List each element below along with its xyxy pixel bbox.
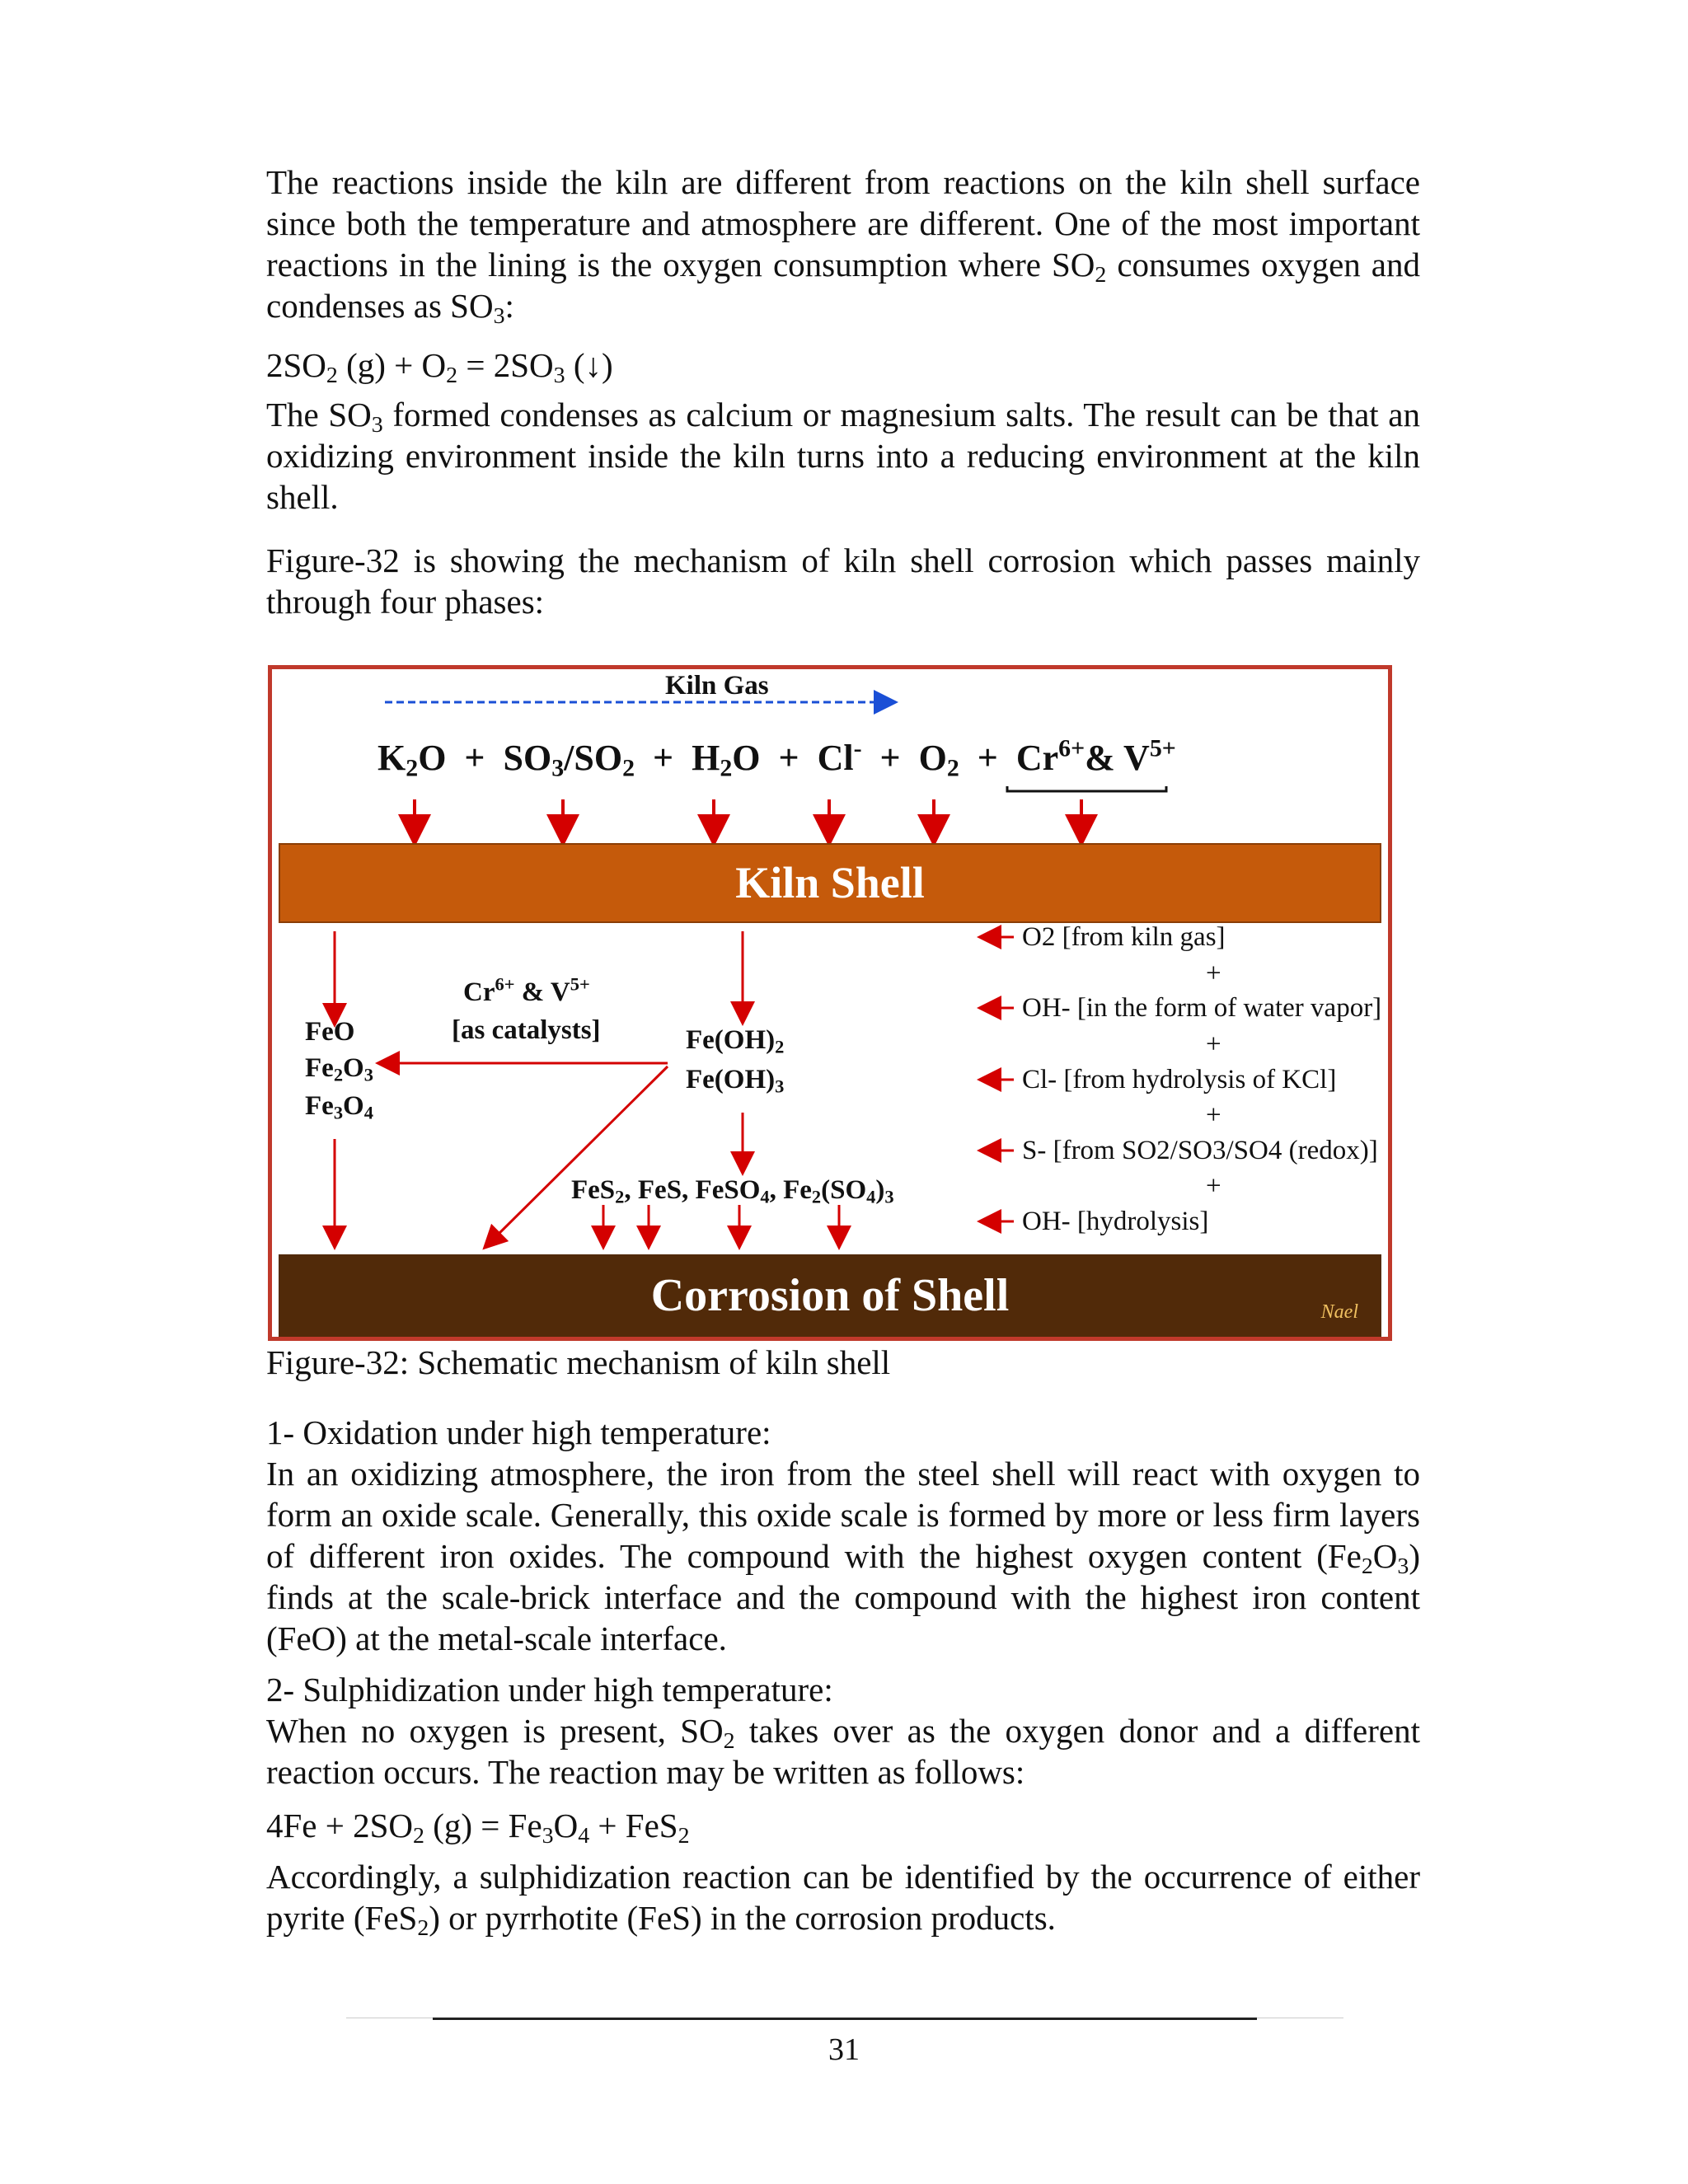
right-item-cl: Cl- [from hydrolysis of KCl] [1022,1065,1337,1094]
section1-heading: 1- Oxidation under high temperature: [266,1413,771,1451]
kiln-shell-corrosion-figure [268,665,1392,1341]
so3-paragraph: The $SO_3$ formed condenses as calcium or magnesium salts. The result can be that an oxidizing environment inside the kiln turns into a reducing environment at the kiln shell. [266,396,1421,516]
catalyst-species: $Cr^{6+}$ & $V^{5+}$ [463,973,590,1007]
oxide-fe2o3: $Fe_2O_3$ [305,1053,373,1085]
plus-3: + [1206,1100,1221,1130]
author-signature: Nael [1320,1301,1358,1323]
right-item-oh-water: OH- [in the form of water vapor] [1022,993,1382,1023]
closing-paragraph: Accordingly, a sulphidization reaction can be identified by the occurrence of either pyrite (FeS$_2$) or pyrrhotite (FeS) in the corrosion products. [266,1858,1420,1941]
intro-paragraph: The reactions inside the kiln are different from reactions on the kiln shell surface since both the temperature and atmosphere are different. One of the most important reactions in the lining is the oxygen consumption where $SO_2$ consumes oxygen and condenses as $SO_3$: [266,163,1420,329]
cr-v-bracket [1007,786,1166,791]
oxide-fe3o4: $Fe_3O_4$ [305,1091,373,1123]
section2-body: When no oxygen is present, $SO_2$ takes over as the oxygen donor and a different reaction occurs. The reaction may be written as follows: [266,1712,1421,1791]
equation-so3: $2SO_2$ $(g) + O_2 = 2SO_3$ (↓) [266,346,613,388]
hydroxide-feoh2: $Fe(OH)_2$ [686,1025,785,1057]
corrosion-label: Corrosion of Shell [650,1270,1010,1321]
reactants-line: $K_2O + SO_3/SO_2 + H_2O + Cl^- + O_2$ + $Cr^{6+}\&$ $V^{5+}$ [377,734,1176,782]
plus-2: + [1206,1029,1221,1059]
right-item-o2: O2 [from kiln gas] [1022,922,1226,952]
oxide-feo: FeO [305,1017,355,1047]
kiln-gas-label: Kiln Gas [665,671,769,701]
right-item-s: S- [from SO2/SO3/SO4 (redox)] [1022,1136,1378,1165]
right-item-oh-hydrolysis: OH- [hydrolysis] [1022,1207,1209,1236]
page-number: 31 [828,2032,860,2067]
corrosion-bar [279,1254,1381,1337]
catalyst-note: [as catalysts] [452,1015,601,1045]
hydroxide-feoh3: $Fe(OH)_3$ [686,1065,785,1097]
section2-heading: 2- Sulphidization under high temperature: [266,1671,833,1708]
equation-sulphidization: $4Fe + 2SO_2$ $(g) = Fe_3O_4 + FeS_2$ [266,1807,690,1849]
kiln-shell-bar: Kiln Shell [279,843,1381,923]
plus-1: + [1206,958,1221,988]
plus-4: + [1206,1171,1221,1201]
figure-intro-paragraph: Figure-32 is showing the mechanism of kiln shell corrosion which passes mainly through four phases: [266,541,1420,621]
figure-caption: Figure-32: Schematic mechanism of kiln shell [266,1343,891,1381]
sulfide-products: FeS$_2$, FeS, FeSO$_4$, $Fe_2(SO_4)_3$ [571,1175,894,1207]
footer-rule [433,2018,1257,2020]
section1-body: In an oxidizing atmosphere, the iron from the steel shell will react with oxygen to form an oxide scale. Generally, this oxide scale is formed by more or less firm layers of different iron oxides. The compound with the highest oxygen content $(Fe_2O_3)$ finds at the scale-brick interface and the compound with the highest iron content (FeO) at the metal-scale interface. [266,1455,1420,1657]
